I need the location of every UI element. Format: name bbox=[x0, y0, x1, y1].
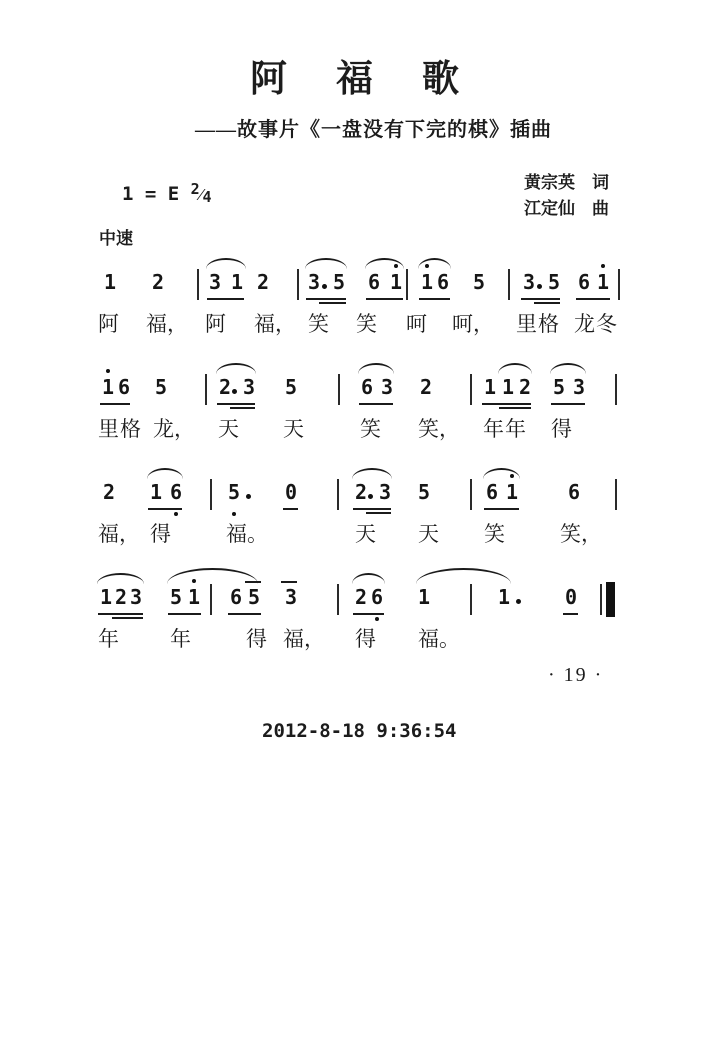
lyric-syllable: 福。 bbox=[418, 627, 460, 651]
lyric-syllable: 福， bbox=[254, 312, 296, 336]
barline bbox=[210, 479, 212, 510]
note-digit: 1 bbox=[418, 585, 431, 609]
lyric-syllable: 福， bbox=[283, 627, 325, 651]
lyric-syllable: 笑 bbox=[360, 417, 381, 441]
barline bbox=[337, 584, 339, 615]
note-digit: 1 bbox=[231, 270, 244, 294]
note-digit: 3 bbox=[523, 270, 536, 294]
key-signature: 1 = E bbox=[122, 183, 191, 205]
song-subtitle: ——故事片《一盘没有下完的棋》插曲 bbox=[195, 119, 552, 141]
note-digit: 1 bbox=[498, 585, 511, 609]
note-digit: 6 bbox=[170, 480, 183, 504]
lyric-syllable: 福， bbox=[146, 312, 188, 336]
slur-arc bbox=[550, 363, 586, 374]
barline bbox=[615, 479, 617, 510]
final-barline-thin bbox=[600, 584, 602, 615]
lyric-syllable: 得 bbox=[150, 522, 171, 546]
barline bbox=[337, 479, 339, 510]
lyric-syllable: 笑 bbox=[484, 522, 505, 546]
lyric-syllable: 笑 bbox=[356, 312, 377, 336]
augmentation-dot bbox=[537, 284, 542, 289]
page-number: · 19 · bbox=[548, 664, 604, 686]
note-digit: 1 bbox=[390, 270, 403, 294]
note-digit: 5 bbox=[228, 480, 241, 504]
overline-tie bbox=[281, 581, 297, 583]
beam-underline bbox=[563, 613, 578, 615]
barline bbox=[205, 374, 207, 405]
note-digit: 1 bbox=[100, 585, 113, 609]
time-signature-slash: ⁄ bbox=[199, 185, 203, 205]
octave-dot-below bbox=[375, 617, 379, 621]
note-digit: 5 bbox=[248, 585, 261, 609]
slur-arc bbox=[352, 468, 392, 479]
music-system-1 bbox=[0, 258, 701, 363]
beam-underline bbox=[366, 298, 403, 300]
barline bbox=[470, 584, 472, 615]
lyric-syllable: 里 bbox=[98, 417, 119, 441]
beam-underline bbox=[419, 298, 450, 300]
note-digit: 1 bbox=[484, 375, 497, 399]
barline bbox=[338, 374, 340, 405]
barline bbox=[470, 374, 472, 405]
barline bbox=[615, 374, 617, 405]
lyric-syllable: 格 bbox=[120, 417, 141, 441]
beam-underline-second bbox=[366, 512, 391, 514]
lyric-syllable: 格 bbox=[538, 312, 559, 336]
time-signature-denominator: 4 bbox=[202, 188, 212, 206]
beam-underline bbox=[551, 403, 585, 405]
octave-dot-below bbox=[232, 512, 236, 516]
beam-underline-second bbox=[319, 302, 346, 304]
lyricist-credit: 黄宗英 词 bbox=[524, 173, 609, 192]
rest-digit: 0 bbox=[565, 585, 578, 609]
note-digit: 2 bbox=[219, 375, 232, 399]
slur-arc bbox=[352, 573, 385, 584]
note-digit: 3 bbox=[308, 270, 321, 294]
lyric-syllable: 龙， bbox=[153, 417, 195, 441]
music-system-2 bbox=[0, 363, 701, 468]
note-digit: 6 bbox=[118, 375, 131, 399]
beam-underline bbox=[283, 508, 298, 510]
note-digit: 3 bbox=[209, 270, 222, 294]
note-digit: 6 bbox=[578, 270, 591, 294]
lyric-syllable: 得 bbox=[355, 627, 376, 651]
barline bbox=[470, 479, 472, 510]
lyric-syllable: 笑 bbox=[308, 312, 329, 336]
note-digit: 5 bbox=[170, 585, 183, 609]
slur-arc bbox=[358, 363, 394, 374]
note-digit: 1 bbox=[506, 480, 519, 504]
augmentation-dot bbox=[322, 284, 327, 289]
scan-timestamp: 2012-8-18 9:36:54 bbox=[262, 720, 457, 742]
barline bbox=[508, 269, 510, 300]
lyric-syllable: 里 bbox=[516, 312, 537, 336]
note-digit: 5 bbox=[418, 480, 431, 504]
note-digit: 2 bbox=[420, 375, 433, 399]
note-digit: 3 bbox=[381, 375, 394, 399]
beam-underline-second bbox=[230, 407, 255, 409]
slur-arc bbox=[147, 468, 183, 479]
slur-arc bbox=[365, 258, 404, 269]
barline bbox=[210, 584, 212, 615]
note-digit: 6 bbox=[368, 270, 381, 294]
lyric-syllable: 得 bbox=[551, 417, 572, 441]
note-digit: 1 bbox=[597, 270, 610, 294]
barline bbox=[197, 269, 199, 300]
note-digit: 6 bbox=[361, 375, 374, 399]
beam-underline bbox=[217, 403, 255, 405]
note-digit: 2 bbox=[115, 585, 128, 609]
time-signature-numerator: 2 bbox=[190, 180, 200, 198]
augmentation-dot bbox=[368, 494, 373, 499]
note-digit: 2 bbox=[152, 270, 165, 294]
barline bbox=[618, 269, 620, 300]
lyric-syllable: 年 bbox=[483, 417, 504, 441]
note-digit: 3 bbox=[130, 585, 143, 609]
note-digit: 5 bbox=[548, 270, 561, 294]
note-digit: 1 bbox=[188, 585, 201, 609]
music-system-4 bbox=[0, 573, 701, 678]
lyric-syllable: 冬 bbox=[596, 312, 617, 336]
note-digit: 3 bbox=[379, 480, 392, 504]
note-digit: 1 bbox=[421, 270, 434, 294]
lyric-syllable: 笑， bbox=[560, 522, 602, 546]
lyric-syllable: 得 bbox=[246, 627, 267, 651]
beam-underline bbox=[168, 613, 201, 615]
note-digit: 1 bbox=[502, 375, 515, 399]
note-digit: 2 bbox=[257, 270, 270, 294]
rest-digit: 0 bbox=[285, 480, 298, 504]
note-digit: 2 bbox=[355, 585, 368, 609]
octave-dot-below bbox=[174, 512, 178, 516]
note-digit: 5 bbox=[553, 375, 566, 399]
lyric-syllable: 阿 bbox=[205, 312, 226, 336]
beam-underline bbox=[306, 298, 346, 300]
barline bbox=[297, 269, 299, 300]
lyric-syllable: 年 bbox=[170, 627, 191, 651]
credits bbox=[524, 170, 609, 222]
slur-arc bbox=[97, 573, 144, 584]
slur-arc bbox=[418, 258, 451, 269]
lyric-syllable: 福， bbox=[98, 522, 140, 546]
octave-dot-above bbox=[601, 264, 605, 268]
note-digit: 2 bbox=[519, 375, 532, 399]
beam-underline bbox=[98, 613, 143, 615]
lyric-syllable: 呵， bbox=[452, 312, 494, 336]
note-digit: 5 bbox=[473, 270, 486, 294]
slur-arc bbox=[305, 258, 347, 269]
lyric-syllable: 龙 bbox=[574, 312, 595, 336]
lyric-syllable: 呵 bbox=[406, 312, 427, 336]
beam-underline bbox=[353, 508, 391, 510]
lyric-syllable: 笑， bbox=[418, 417, 460, 441]
note-digit: 6 bbox=[486, 480, 499, 504]
beam-underline bbox=[359, 403, 393, 405]
lyric-syllable: 年 bbox=[505, 417, 526, 441]
beam-underline bbox=[576, 298, 610, 300]
lyric-syllable: 天 bbox=[218, 417, 239, 441]
final-barline-thick bbox=[606, 582, 615, 617]
note-digit: 2 bbox=[103, 480, 116, 504]
note-digit: 6 bbox=[437, 270, 450, 294]
beam-underline-second bbox=[112, 617, 143, 619]
beam-underline bbox=[207, 298, 244, 300]
lyric-syllable: 阿 bbox=[98, 312, 119, 336]
key-time-signature bbox=[122, 180, 212, 206]
beam-underline-second bbox=[534, 302, 560, 304]
note-digit: 6 bbox=[568, 480, 581, 504]
lyric-syllable: 天 bbox=[418, 522, 439, 546]
barline bbox=[406, 269, 408, 300]
beam-underline bbox=[148, 508, 182, 510]
augmentation-dot bbox=[516, 599, 521, 604]
note-digit: 6 bbox=[230, 585, 243, 609]
slur-arc bbox=[498, 363, 532, 374]
tempo-marking: 中速 bbox=[99, 229, 133, 248]
beam-underline bbox=[353, 613, 384, 615]
beam-underline bbox=[100, 403, 130, 405]
lyric-syllable: 福。 bbox=[226, 522, 268, 546]
song-title: 阿 福 歌 bbox=[250, 59, 465, 100]
beam-underline bbox=[482, 403, 531, 405]
note-digit: 1 bbox=[104, 270, 117, 294]
note-digit: 5 bbox=[333, 270, 346, 294]
note-digit: 1 bbox=[150, 480, 163, 504]
lyric-syllable: 天 bbox=[283, 417, 304, 441]
note-digit: 5 bbox=[285, 375, 298, 399]
slur-arc bbox=[206, 258, 246, 269]
note-digit: 5 bbox=[155, 375, 168, 399]
note-digit: 2 bbox=[355, 480, 368, 504]
beam-underline bbox=[521, 298, 560, 300]
music-system-3 bbox=[0, 468, 701, 573]
octave-dot-above bbox=[106, 369, 110, 373]
slur-arc bbox=[483, 468, 520, 479]
note-digit: 3 bbox=[243, 375, 256, 399]
lyric-syllable: 天 bbox=[355, 522, 376, 546]
beam-underline-second bbox=[499, 407, 531, 409]
augmentation-dot bbox=[246, 494, 251, 499]
note-digit: 1 bbox=[102, 375, 115, 399]
slur-arc bbox=[216, 363, 256, 374]
beam-underline bbox=[484, 508, 519, 510]
note-digit: 3 bbox=[573, 375, 586, 399]
augmentation-dot bbox=[232, 389, 237, 394]
note-digit: 6 bbox=[371, 585, 384, 609]
composer-credit: 江定仙 曲 bbox=[524, 199, 609, 218]
lyric-syllable: 年 bbox=[98, 627, 119, 651]
note-digit: 3 bbox=[285, 585, 298, 609]
beam-underline bbox=[228, 613, 261, 615]
